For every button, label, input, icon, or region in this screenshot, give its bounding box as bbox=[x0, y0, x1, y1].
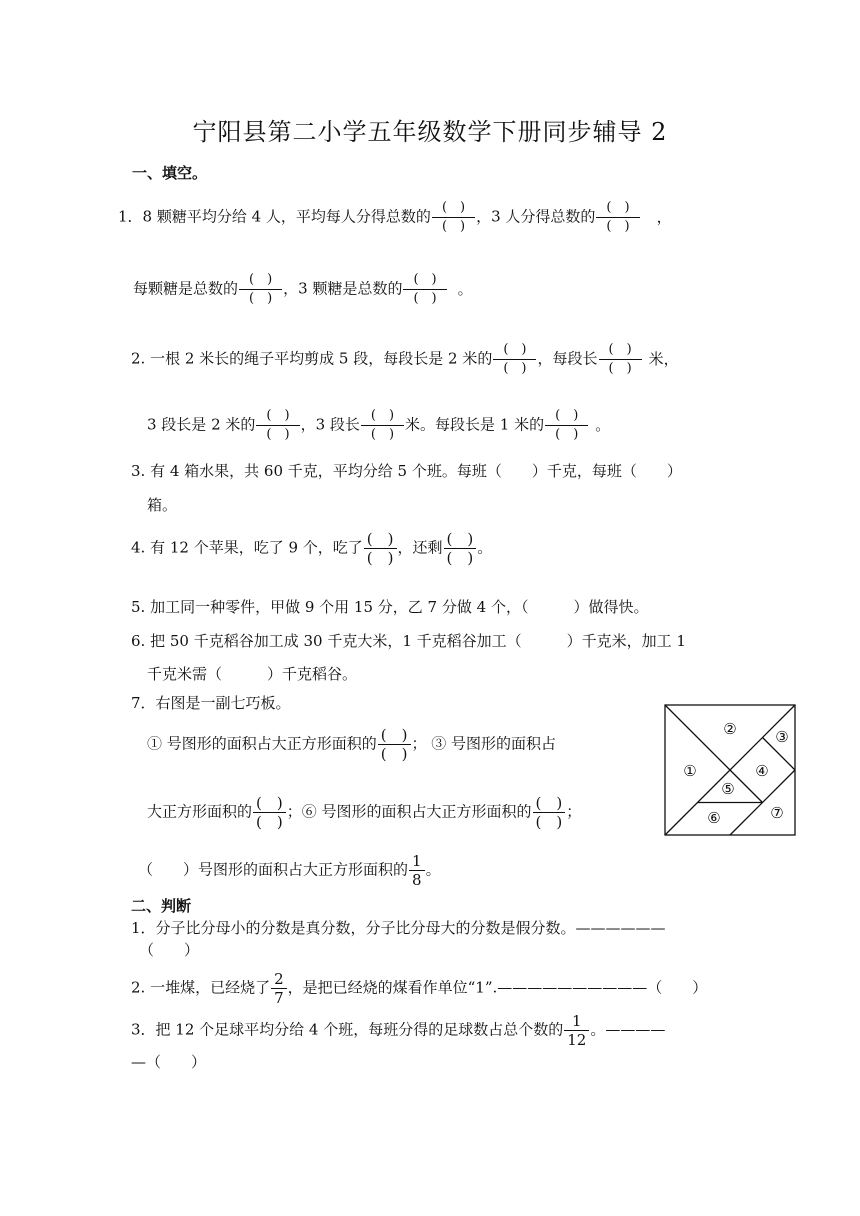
q4-text-b: ，还剩 bbox=[397, 538, 443, 557]
question-7-line-1 bbox=[147, 726, 556, 763]
judge-1-line-1: 1．分子比分母小的分数是真分数，分子比分母大的分数是假分数。—————— bbox=[131, 919, 666, 937]
q2-text-d: 3 段长是 2 米的 bbox=[147, 415, 256, 434]
question-7-line-2 bbox=[147, 794, 581, 831]
page-title: 宁阳县第二小学五年级数学下册同步辅导 2 bbox=[192, 118, 668, 146]
fraction-one-eighth: $\frac{1}{8}$ bbox=[409, 852, 425, 889]
question-3-line-2: 箱。 bbox=[147, 496, 178, 514]
fraction-blank[interactable]: $\frac{( )}{( )}$ bbox=[493, 342, 536, 377]
q7-text-f: （ ）号图形的面积占大正方形面积的 bbox=[138, 860, 409, 879]
tangram-label-4: ④ bbox=[755, 762, 769, 780]
fraction-one-twelfth: $\frac{1}{12}$ bbox=[564, 1012, 589, 1049]
q4-text-c: 。 bbox=[477, 538, 493, 557]
j2-text-b: ，是把已经烧的煤看作单位“1”.——————————（ ） bbox=[287, 978, 708, 997]
tangram-label-6: ⑥ bbox=[707, 809, 721, 827]
j2-text-a: 2. 一堆煤，已经烧了 bbox=[131, 978, 271, 997]
tangram-label-2: ② bbox=[723, 720, 737, 738]
q7-text-b: ； ③ 号图形的面积占 bbox=[411, 734, 557, 753]
q1-text-e: ，3 颗糖是总数的 bbox=[283, 279, 403, 298]
fraction-blank[interactable]: $\frac{( )}{( )}$ bbox=[596, 200, 639, 235]
q1-text-d: 每颗糖是总数的 bbox=[133, 279, 239, 298]
section-heading-judge: 二、判断 bbox=[131, 897, 192, 915]
fraction-blank[interactable]: $\frac{( )}{( )}$ bbox=[432, 200, 475, 235]
question-4 bbox=[131, 530, 492, 567]
q2-text-b: ，每段长 bbox=[537, 349, 598, 368]
judge-1-answer[interactable]: （ ） bbox=[139, 941, 200, 959]
judge-2 bbox=[131, 970, 707, 1007]
q2-text-c: 米， bbox=[648, 349, 679, 368]
question-2-line-1 bbox=[131, 342, 679, 377]
q2-text-e: ，3 段长 bbox=[300, 415, 360, 434]
question-1-line-2 bbox=[133, 272, 473, 307]
q1-text-c: ， bbox=[656, 207, 672, 226]
j3-text-b: 。———— bbox=[590, 1020, 666, 1039]
tangram-label-7: ⑦ bbox=[770, 804, 784, 822]
question-3-line-1: 3. 有 4 箱水果，共 60 千克，平均分给 5 个班。每班（ ）千克，每班（ ） bbox=[131, 462, 682, 480]
fraction-blank[interactable]: $\frac{( )}{( )}$ bbox=[364, 530, 397, 567]
question-7-intro: 7．右图是一副七巧板。 bbox=[131, 694, 291, 712]
tangram-label-3: ③ bbox=[775, 728, 789, 746]
tangram-line bbox=[665, 705, 730, 770]
question-6-line-1: 6. 把 50 千克稻谷加工成 30 千克大米，1 千克稻谷加工（ ）千克米，加工 1 bbox=[131, 632, 686, 650]
tangram-figure bbox=[664, 704, 796, 836]
q1-text-b: ，3 人分得总数的 bbox=[476, 207, 596, 226]
q7-text-a: ① 号图形的面积占大正方形面积的 bbox=[147, 734, 377, 753]
q4-text-a: 4. 有 12 个苹果，吃了 9 个，吃了 bbox=[131, 538, 363, 557]
fraction-blank[interactable]: $\frac{( )}{( )}$ bbox=[361, 408, 404, 443]
q2-text-g: 。 bbox=[595, 415, 611, 434]
q2-text-f: 米。每段长是 1 米的 bbox=[405, 415, 545, 434]
section-heading-fill: 一、填空。 bbox=[132, 164, 208, 182]
fraction-blank[interactable]: $\frac{( )}{( )}$ bbox=[403, 272, 446, 307]
fraction-blank[interactable]: $\frac{( )}{( )}$ bbox=[239, 272, 282, 307]
fraction-blank[interactable]: $\frac{( )}{( )}$ bbox=[444, 530, 477, 567]
question-7-line-3 bbox=[138, 852, 441, 889]
fraction-blank[interactable]: $\frac{( )}{( )}$ bbox=[599, 342, 642, 377]
fraction-blank[interactable]: $\frac{( )}{( )}$ bbox=[253, 794, 286, 831]
tangram-label-5: ⑤ bbox=[721, 780, 735, 798]
fraction-blank[interactable]: $\frac{( )}{( )}$ bbox=[545, 408, 588, 443]
q7-text-e: ； bbox=[566, 802, 582, 821]
judge-3-answer[interactable]: —（ ） bbox=[131, 1053, 207, 1071]
question-5: 5. 加工同一种零件，甲做 9 个用 15 分，乙 7 分做 4 个，（ ）做得快。 bbox=[131, 598, 649, 616]
fraction-blank[interactable]: $\frac{( )}{( )}$ bbox=[256, 408, 299, 443]
q7-text-c: 大正方形面积的 bbox=[147, 802, 253, 821]
j3-text-a: 3．把 12 个足球平均分给 4 个班，每班分得的足球数占总个数的 bbox=[131, 1020, 564, 1039]
question-1-line-1 bbox=[118, 200, 672, 235]
q1-text-a: 1．8 颗糖平均分给 4 人，平均每人分得总数的 bbox=[118, 207, 431, 226]
q2-text-a: 2. 一根 2 米长的绳子平均剪成 5 段，每段长是 2 米的 bbox=[131, 349, 493, 368]
fraction-blank[interactable]: $\frac{( )}{( )}$ bbox=[378, 726, 411, 763]
fraction-two-sevenths: $\frac{2}{7}$ bbox=[271, 970, 287, 1007]
question-2-line-2 bbox=[147, 408, 610, 443]
judge-3-line-1 bbox=[131, 1012, 665, 1049]
q7-text-d: ；⑥ 号图形的面积占大正方形面积的 bbox=[286, 802, 532, 821]
tangram-label-1: ① bbox=[683, 762, 697, 780]
fraction-blank[interactable]: $\frac{( )}{( )}$ bbox=[533, 794, 566, 831]
question-6-line-2: 千克米需（ ）千克稻谷。 bbox=[147, 665, 358, 683]
q7-text-g: 。 bbox=[425, 860, 441, 879]
q1-text-f: 。 bbox=[457, 279, 473, 298]
